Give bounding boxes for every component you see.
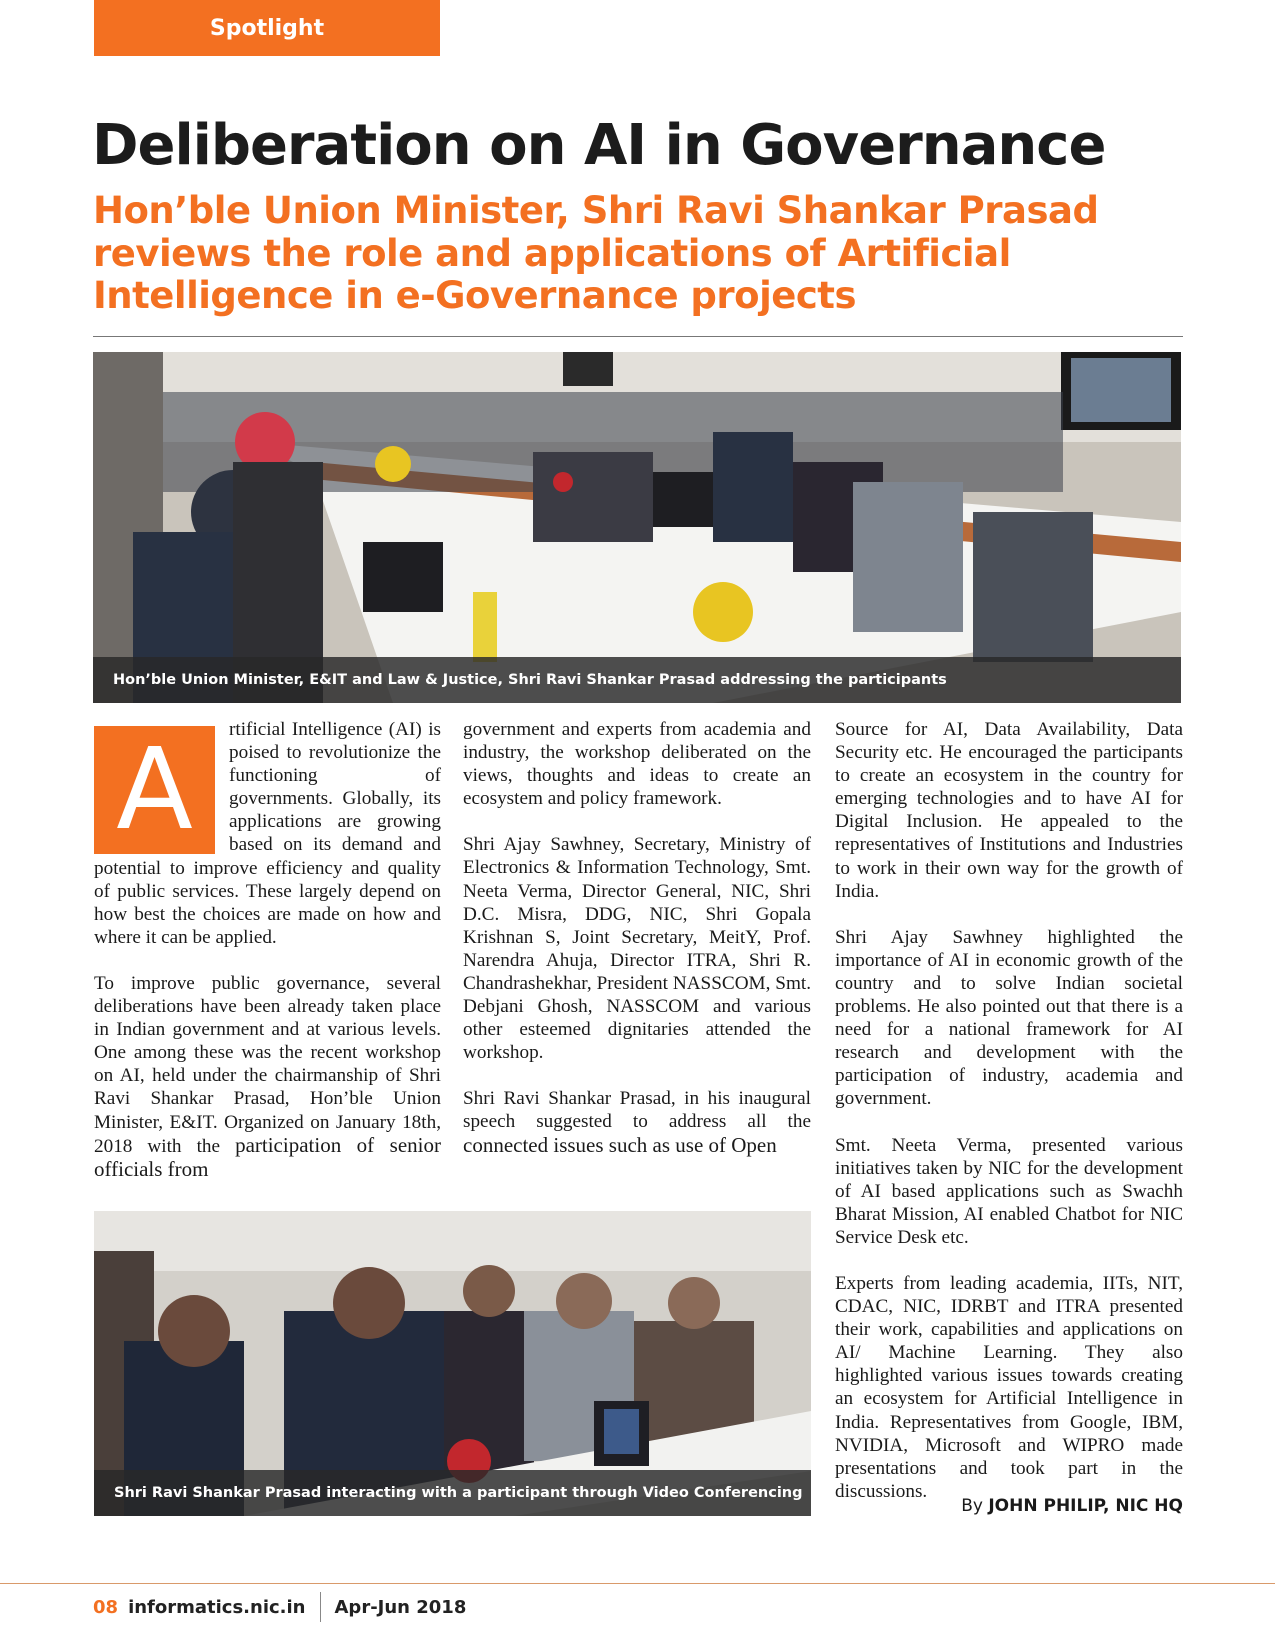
subheadline: Hon’ble Union Minister, Shri Ravi Shankar Prasad reviews the role and applications of Artificial Intelligence in e-Governance projects	[93, 189, 1099, 318]
footer-site: informatics.nic.in	[128, 1596, 306, 1618]
main-photo-caption	[93, 657, 1181, 703]
footer-separator	[320, 1592, 321, 1622]
article-paragraph: Source for AI, Data Availability, Data Security etc. He encouraged the participants to create an ecosystem in the country for emerging technologies and to have AI for Digital Inclusion. He appealed to the representatives of Institutions and Industries to work in their own way for the growth of India.	[835, 719, 1183, 902]
article-column-1	[94, 718, 441, 1205]
second-photo-caption	[94, 1470, 811, 1516]
drop-cap: A	[94, 726, 215, 854]
page-number: 08	[93, 1596, 119, 1618]
meeting-photo-illustration	[93, 352, 1181, 703]
article-paragraph: Experts from leading academia, IITs, NIT, CDAC, NIC, IDRBT and ITRA presented their work, capabilities and applications on AI/ Machine Learning. They also highlighted various issues towards creating an ecosystem for Artificial Intelligence in India. Representatives from Google, IBM, NVIDIA, Microsoft and WIPRO made presentations and took part in the discussions.	[835, 1272, 1183, 1502]
article-paragraph: government and experts from academia and industry, the workshop deliberated on the views, thoughts and ideas to create an ecosystem and policy framework.	[463, 719, 811, 810]
section-tab	[94, 0, 440, 56]
main-photo-caption-text: Hon’ble Union Minister, E&IT and Law & Justice, Shri Ravi Shankar Prasad addressing the participants	[113, 672, 947, 688]
paragraph-text-end: participation of senior officials from	[94, 1132, 441, 1181]
page-footer	[93, 1590, 466, 1624]
article-column-2	[463, 718, 811, 1181]
article-paragraph	[94, 972, 441, 1182]
byline-author: JOHN PHILIP, NIC HQ	[988, 1496, 1183, 1516]
footer-issue: Apr-Jun 2018	[334, 1596, 467, 1618]
byline	[961, 1496, 1183, 1516]
section-label: Spotlight	[209, 15, 325, 41]
lead-paragraph-text: rtificial Intelligence (AI) is poised to revolutionize the functioning of governments. Globally, its applications are growing based on its demand and potential to improve efficiency and quality of public services. These largely depend on how best the choices are made on how and where it can be applied.	[94, 719, 441, 948]
article-paragraph	[463, 1087, 811, 1157]
footer-divider	[0, 1583, 1275, 1584]
article-paragraph: Shri Ajay Sawhney highlighted the importance of AI in economic growth of the country and to solve Indian societal problems. He also pointed out that there is a need for a national framework for AI research and development with the participation of industry, academia and government.	[835, 926, 1183, 1110]
article-paragraph: Shri Ajay Sawhney, Secretary, Ministry of Electronics & Information Technology, Smt. Neeta Verma, Director General, NIC, Shri D.C. Misra, DDG, NIC, Shri Gopala Krishnan S, Joint Secretary, MeitY, Prof. Narendra Ahuja, Director ITRA, Shri R. Chandrashekhar, President NASSCOM, Smt. Debjani Ghosh, NASSCOM and various other esteemed dignitaries attended the workshop.	[463, 834, 811, 1064]
second-photo	[94, 1211, 811, 1516]
article-paragraph	[94, 718, 441, 949]
main-photo	[93, 352, 1181, 703]
paragraph-text: Shri Ravi Shankar Prasad, in his inaugural speech suggested to address all the	[463, 1088, 811, 1133]
article-column-3	[835, 718, 1183, 1526]
paragraph-text-end: connected issues such as use of Open	[463, 1132, 777, 1157]
second-photo-caption-text: Shri Ravi Shankar Prasad interacting with a participant through Video Conferencing	[114, 1485, 803, 1501]
byline-prefix: By	[961, 1496, 983, 1516]
header-divider	[93, 336, 1183, 337]
paragraph-text: To improve public governance, several deliberations have been already taken place in Indian government and at various levels. One among these was the recent workshop on AI, held under the chairmanship of Shri Ravi Shankar Prasad, Hon’ble Union Minister, E&IT. Organized on January 18th, 2018 with the	[94, 972, 441, 1157]
headline: Deliberation on AI in Governance	[92, 113, 1106, 178]
article-paragraph: Smt. Neeta Verma, presented various initiatives taken by NIC for the development of AI based applications such as Swachh Bharat Mission, AI enabled Chatbot for NIC Service Desk etc.	[835, 1134, 1183, 1248]
